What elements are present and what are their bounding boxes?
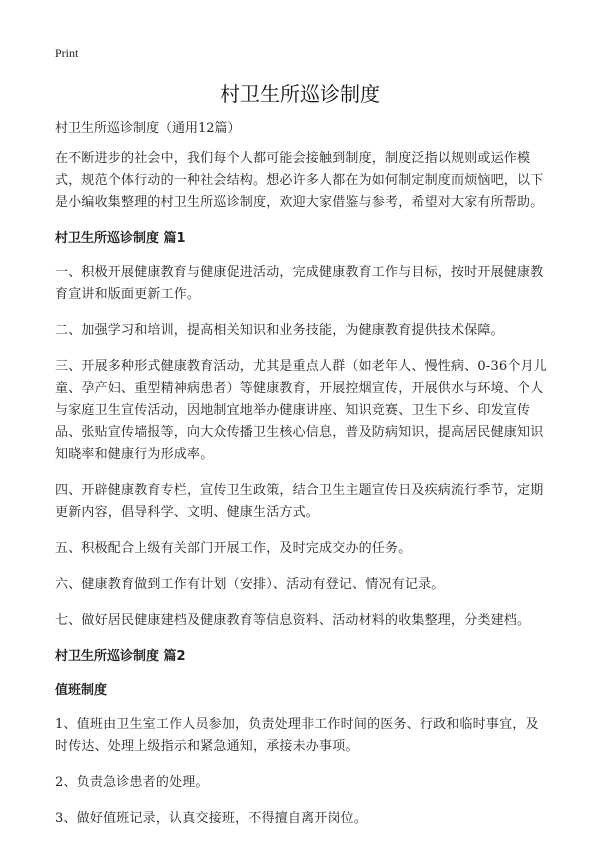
intro-paragraph: 在不断进步的社会中，我们每个人都可能会接触到制度，制度泛指以规则或运作模式，规范个体行动的一种社会结构。想必许多人都在为如何制定制度而烦恼吧，以下是小编收集整理的村卫生所巡诊制度，欢迎大家借鉴与参考，希望对大家有所帮助。: [55, 151, 544, 210]
list-item: 3、做好值班记录，认真交接班，不得擅自离开岗位。: [55, 811, 368, 826]
list-item: 2、负责急诊患者的处理。: [55, 775, 209, 790]
section-subheading: 值班制度: [55, 683, 108, 698]
section-heading: 村卫生所巡诊制度 篇1: [55, 231, 186, 246]
list-item: 四、开辟健康教育专栏，宣传卫生政策，结合卫生主题宣传日及疾病流行季节，定期更新内容，倡导科学、文明、健康生活方式。: [55, 483, 544, 520]
list-item: 七、做好居民健康建档及健康教育等信息资料、活动材料的收集整理，分类建档。: [55, 613, 531, 628]
list-item: 六、健康教育做到工作有计划（安排）、活动有登记、情况有记录。: [55, 577, 445, 592]
document-subtitle: 村卫生所巡诊制度（通用12篇）: [55, 121, 241, 136]
list-item: 二、加强学习和培训，提高相关知识和业务技能，为健康教育提供技术保障。: [55, 323, 504, 338]
list-item: 一、积极开展健康教育与健康促进活动，完成健康教育工作与目标，按时开展健康教育宣讲和版面更新工作。: [55, 265, 544, 302]
page-title: 村卫生所巡诊制度: [220, 82, 380, 106]
print-link[interactable]: Print: [55, 46, 79, 60]
section-heading: 村卫生所巡诊制度 篇2: [55, 649, 186, 664]
list-item: 1、值班由卫生室工作人员参加，负责处理非工作时间的医务、行政和临时事宜，及时传达、处理上级指示和紧急通知，承接未办事项。: [55, 717, 539, 754]
list-item: 三、开展多种形式健康教育活动，尤其是重点人群（如老年人、慢性病、0-36个月儿童、孕产妇、重型精神病患者）等健康教育，开展控烟宣传，开展供水与环境、个人与家庭卫生宣传活动，因地制宜地举办健康讲座、知识竞赛、卫生下乡、印发宣传品、张贴宣传墙报等，向大众传播卫生核心信息，普及防病知识，提高居民健康知识知晓率和健康行为形成率。: [55, 359, 548, 462]
document-body: [55, 118, 547, 844]
list-item: 五、积极配合上级有关部门开展工作，及时完成交办的任务。: [55, 541, 412, 556]
